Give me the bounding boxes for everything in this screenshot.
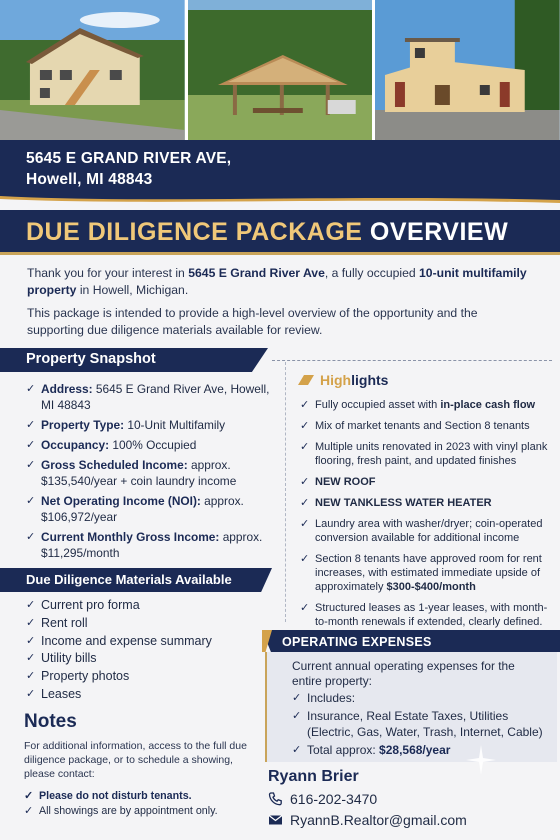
highlight-bold: NEW ROOF bbox=[315, 476, 376, 488]
material-item: ✓ Income and expense summary bbox=[26, 633, 266, 651]
opex-total-label: Total approx: bbox=[307, 743, 380, 757]
email-icon bbox=[268, 813, 283, 827]
materials-title: Due Diligence Materials Available bbox=[26, 572, 232, 587]
highlighter-icon bbox=[298, 375, 314, 385]
highlight-text: Structured leases as 1-year leases, with month-to-month renewals if extended, clearly defined. bbox=[315, 602, 548, 628]
snapshot-item bbox=[26, 381, 274, 413]
material-item: ✓ Leases bbox=[26, 686, 266, 704]
intro-property-type: 10-unit multifamily property bbox=[27, 266, 527, 297]
material-item: ✓ Rent roll bbox=[26, 615, 266, 633]
snapshot-key: Occupancy: bbox=[41, 438, 110, 452]
gold-stripe-decoration bbox=[0, 194, 560, 204]
highlights-list bbox=[300, 398, 552, 636]
material-item: ✓ Current pro forma bbox=[26, 597, 266, 615]
snapshot-item bbox=[26, 529, 274, 561]
phone-icon bbox=[268, 792, 283, 806]
intro-paragraph-1 bbox=[27, 265, 537, 299]
building-photo bbox=[375, 0, 560, 140]
address-banner bbox=[0, 140, 560, 200]
opex-list bbox=[292, 690, 550, 760]
address-line-2: Howell, MI 48843 bbox=[26, 171, 153, 188]
intro-paragraph-2: This package is intended to provide a high-level overview of the opportunity and the supporting due diligence materials available for review. bbox=[27, 306, 478, 337]
opex-total bbox=[292, 742, 550, 758]
highlight-text: Section 8 tenants have approved room for rent increases, with estimated immediate upside of approximately bbox=[315, 553, 542, 593]
snapshot-key: Gross Scheduled Income: bbox=[41, 458, 188, 472]
snapshot-key: Property Type: bbox=[41, 418, 125, 432]
photo-strip bbox=[0, 0, 560, 140]
highlights-header bbox=[298, 372, 388, 388]
highlight-bold: $300-$400/month bbox=[386, 581, 476, 593]
contact-name: Ryann Brier bbox=[268, 768, 359, 785]
intro-text: in Howell, Michigan. bbox=[76, 283, 189, 297]
snapshot-item bbox=[26, 417, 274, 433]
snapshot-key: Address: bbox=[41, 382, 93, 396]
snapshot-key: Net Operating Income (NOI): bbox=[41, 494, 201, 508]
vertical-divider bbox=[285, 362, 286, 622]
house-photo bbox=[0, 0, 185, 140]
highlight-item bbox=[300, 475, 552, 489]
title-underline bbox=[0, 252, 560, 255]
intro-text: Thank you for your interest in bbox=[27, 266, 189, 280]
highlight-item bbox=[300, 440, 552, 468]
opex-includes-detail: ✓ Insurance, Real Estate Taxes, Utilities (Electric, Gas, Water, Trash, Internet, Cable) bbox=[292, 708, 550, 740]
highlights-title bbox=[320, 372, 388, 388]
notes-text: For additional information, access to the full due diligence package, or to schedule a showing, please contact: bbox=[24, 740, 247, 780]
opex-includes-label: ✓ Includes: bbox=[292, 690, 550, 706]
highlight-text: Laundry area with washer/dryer; coin-operated conversion available for additional income bbox=[315, 518, 543, 544]
intro-address: 5645 E Grand River Ave bbox=[188, 266, 325, 280]
notes-list bbox=[24, 789, 264, 819]
highlights-title-a: High bbox=[320, 372, 352, 388]
highlight-bold: NEW TANKLESS WATER HEATER bbox=[315, 497, 492, 509]
opex-intro: Current annual operating expenses for the entire property: bbox=[292, 659, 515, 688]
phone-number[interactable]: 616-202-3470 bbox=[290, 791, 378, 807]
contact-phone[interactable] bbox=[268, 791, 377, 807]
snapshot-value: 100% Occupied bbox=[109, 438, 197, 452]
highlights-title-b: lights bbox=[351, 372, 389, 388]
notes-title: Notes bbox=[24, 711, 77, 732]
snapshot-value: approx. $106,972/year bbox=[41, 494, 244, 524]
highlight-text: Fully occupied asset with bbox=[315, 399, 441, 411]
snapshot-list bbox=[26, 381, 274, 565]
highlight-bold: in-place cash flow bbox=[440, 399, 536, 411]
highlight-item bbox=[300, 517, 552, 545]
snapshot-value: 10-Unit Multifamily bbox=[124, 418, 226, 432]
materials-list bbox=[26, 597, 266, 704]
gazebo-photo bbox=[188, 0, 373, 140]
snapshot-key: Current Monthly Gross Income: bbox=[41, 530, 220, 544]
snapshot-value: approx. $11,295/month bbox=[41, 530, 263, 560]
dashed-divider bbox=[272, 360, 552, 361]
highlight-item bbox=[300, 496, 552, 510]
contact-email[interactable] bbox=[268, 812, 467, 828]
title-part-2: OVERVIEW bbox=[369, 218, 509, 246]
highlight-item bbox=[300, 398, 552, 412]
material-item: ✓ Utility bills bbox=[26, 650, 266, 668]
snapshot-item bbox=[26, 437, 274, 453]
snapshot-value: 5645 E Grand River Ave, Howell, MI 48843 bbox=[41, 382, 270, 412]
snapshot-item bbox=[26, 457, 274, 489]
highlight-text: Multiple units renovated in 2023 with vinyl plank flooring, fresh paint, and updated finishes bbox=[315, 441, 548, 467]
intro-text: , a fully occupied bbox=[324, 266, 420, 280]
highlight-item bbox=[300, 601, 552, 629]
snapshot-value: approx. $135,540/year + coin laundry income bbox=[41, 458, 237, 488]
note-item: ✓ Please do not disturb tenants. bbox=[24, 789, 264, 804]
opex-total-value: $28,568/year bbox=[379, 743, 451, 757]
title-part-1: DUE DILIGENCE PACKAGE bbox=[26, 218, 363, 246]
note-item: ✓ All showings are by appointment only. bbox=[24, 804, 264, 819]
highlight-item bbox=[300, 552, 552, 594]
address-line-1: 5645 E GRAND RIVER AVE, bbox=[26, 150, 232, 167]
email-address[interactable]: RyannB.Realtor@gmail.com bbox=[290, 812, 467, 828]
snapshot-title: Property Snapshot bbox=[26, 351, 156, 367]
highlight-item bbox=[300, 419, 552, 433]
highlight-text: Mix of market tenants and Section 8 tenants bbox=[315, 420, 530, 432]
snapshot-item bbox=[26, 493, 274, 525]
sparkle-icon bbox=[466, 745, 496, 775]
opex-title: OPERATING EXPENSES bbox=[282, 635, 432, 649]
material-item: ✓ Property photos bbox=[26, 668, 266, 686]
page-title bbox=[26, 218, 508, 247]
